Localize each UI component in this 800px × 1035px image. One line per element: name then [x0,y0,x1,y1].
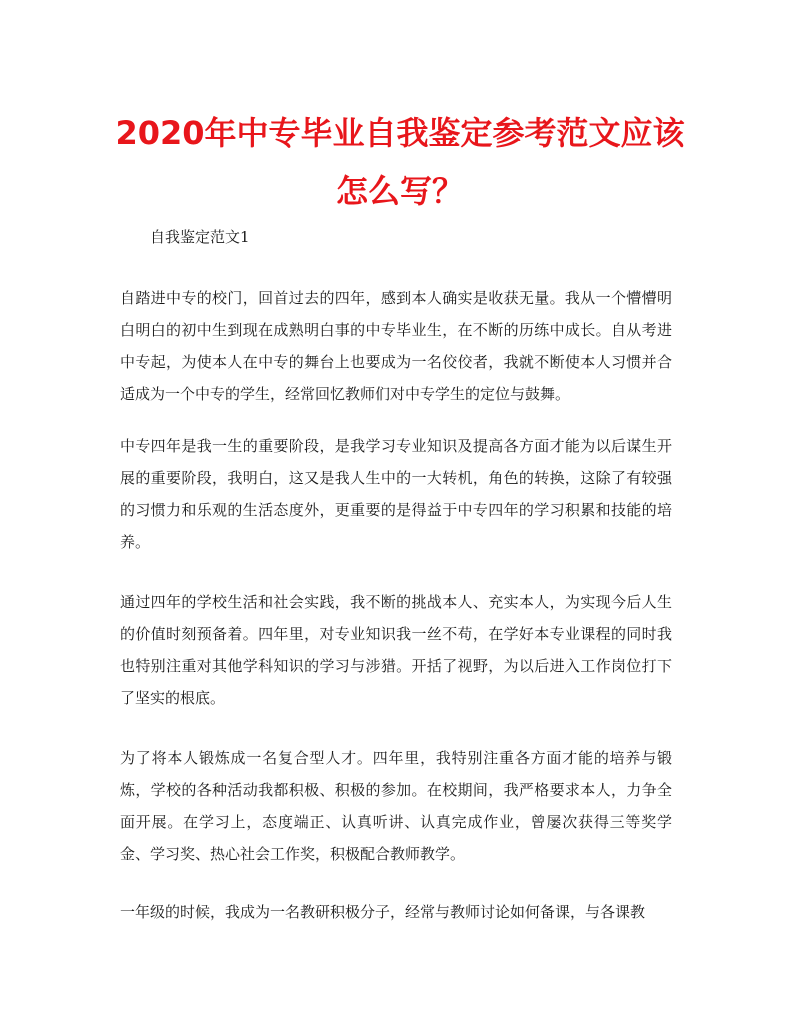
paragraph-3: 通过四年的学校生活和社会实践，我不断的挑战本人、充实本人，为实现今后人生的价值时刻预备着。四年里，对专业知识我一丝不苟，在学好本专业课程的同时我也特别注重对其他学科知识的学习与涉猎。开括了视野，为以后进入工作岗位打下了坚实的根底。 [120,593,672,707]
document-title: 2020年中专毕业自我鉴定参考范文应该怎么写？ [115,114,685,210]
paragraph-5: 一年级的时候，我成为一名教研积极分子，经常与教师讨论如何备课，与各课教 [120,903,646,921]
paragraph-2: 中专四年是我一生的重要阶段，是我学习专业知识及提高各方面才能为以后谋生开展的重要阶段，我明白，这又是我人生中的一大转机，角色的转换，这除了有较强的习惯力和乐观的生活态度外，更重要的是得益于中专四年的学习积累和技能的培养。 [120,437,672,551]
section-heading: 自我鉴定范文1 [150,228,250,246]
paragraph-4: 为了将本人锻炼成一名复合型人才。四年里，我特别注重各方面才能的培养与锻炼，学校的各种活动我都积极、积极的参加。在校期间，我严格要求本人，力争全面开展。在学习上，态度端正、认真听讲、认真完成作业，曾屡次获得三等奖学金、学习奖、热心社会工作奖，积极配合教师教学。 [120,749,672,863]
paragraph-1: 自踏进中专的校门，回首过去的四年，感到本人确实是收获无量。我从一个懵懵明白明白的初中生到现在成熟明白事的中专毕业生，在不断的历练中成长。自从考进中专起，为使本人在中专的舞台上也要成为一名佼佼者，我就不断使本人习惯并合适成为一个中专的学生，经常回忆教师们对中专学生的定位与鼓舞。 [120,289,672,403]
